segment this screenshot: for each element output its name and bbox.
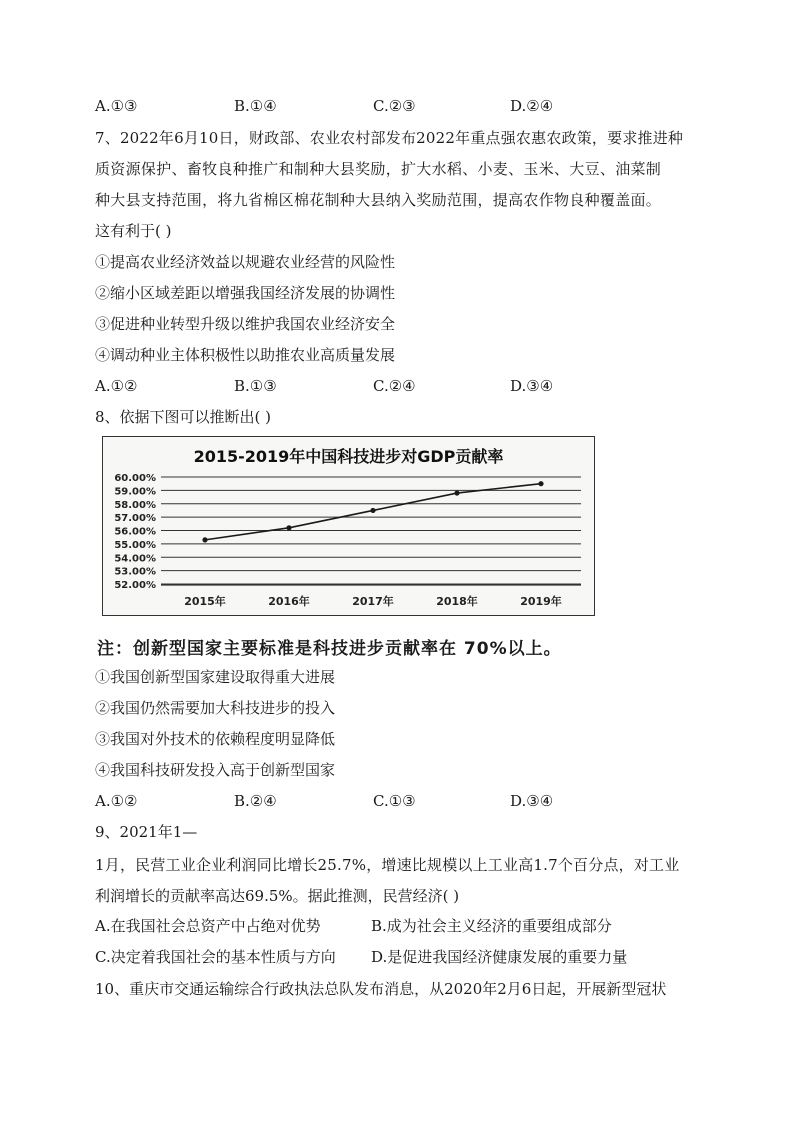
data-point bbox=[202, 537, 207, 542]
q8-options bbox=[95, 791, 695, 811]
data-point bbox=[370, 508, 375, 513]
q8-item-3: ③我国对外技术的依赖程度明显降低 bbox=[95, 730, 336, 748]
x-tick-label: 2018年 bbox=[436, 595, 478, 608]
y-tick-label: 58.00% bbox=[114, 499, 156, 511]
q8-item-2: ②我国仍然需要加大科技进步的投入 bbox=[95, 699, 336, 717]
y-tick-label: 55.00% bbox=[114, 539, 156, 551]
y-tick-label: 54.00% bbox=[114, 553, 156, 565]
q7-stem-line-3: 种大县支持范围，将九省棉区棉花制种大县纳入奖励范围，提高农作物良种覆盖面。 bbox=[95, 191, 662, 209]
y-tick-label: 57.00% bbox=[114, 513, 156, 525]
q9-stem-line-3: 利润增长的贡献率高达69.5%。据此推测，民营经济( ) bbox=[95, 887, 460, 905]
q7-options bbox=[95, 376, 695, 396]
x-tick-label: 2016年 bbox=[268, 595, 310, 608]
q6-option-b: B.①④ bbox=[234, 97, 277, 115]
y-tick-label: 60.00% bbox=[114, 473, 156, 484]
q7-option-d: D.③④ bbox=[510, 377, 554, 395]
q7-item-2: ②缩小区域差距以增强我国经济发展的协调性 bbox=[95, 284, 396, 302]
q9-option-a: A.在我国社会总资产中占绝对优势 bbox=[95, 917, 321, 935]
q8-option-a: A.①② bbox=[95, 792, 138, 810]
x-tick-label: 2019年 bbox=[520, 595, 562, 608]
chart-note: 注：创新型国家主要标准是科技进步贡献率在 70%以上。 bbox=[97, 639, 562, 659]
x-tick-label: 2017年 bbox=[352, 595, 394, 608]
q8-option-d: D.③④ bbox=[510, 792, 554, 810]
q9-stem-line-1: 9、2021年1— bbox=[95, 823, 198, 841]
q7-item-1: ①提高农业经济效益以规避农业经营的风险性 bbox=[95, 253, 396, 271]
data-point bbox=[538, 481, 543, 486]
q7-item-4: ④调动种业主体积极性以助推农业高质量发展 bbox=[95, 346, 396, 364]
q10-stem-line-1: 10、重庆市交通运输综合行政执法总队发布消息，从2020年2月6日起，开展新型冠状 bbox=[95, 980, 667, 998]
y-tick-label: 59.00% bbox=[114, 486, 156, 498]
q7-option-b: B.①③ bbox=[234, 377, 277, 395]
q8-item-1: ①我国创新型国家建设取得重大进展 bbox=[95, 668, 336, 686]
chart-image bbox=[102, 436, 595, 616]
data-point bbox=[286, 525, 291, 530]
q9-options-row-1 bbox=[95, 916, 695, 936]
q7-stem-line-4: 这有利于( ) bbox=[95, 222, 172, 240]
q8-stem: 8、依据下图可以推断出( ) bbox=[95, 408, 272, 426]
q6-options bbox=[95, 96, 695, 116]
q9-option-d: D.是促进我国经济健康发展的重要力量 bbox=[371, 948, 628, 966]
chart-title: 2015-2019年中国科技进步对GDP贡献率 bbox=[193, 447, 504, 466]
q7-option-c: C.②④ bbox=[373, 377, 416, 395]
q9-stem-line-2: 1月，民营工业企业利润同比增长25.7%，增速比规模以上工业高1.7个百分点，对工业 bbox=[95, 856, 680, 874]
q9-option-b: B.成为社会主义经济的重要组成部分 bbox=[371, 917, 612, 935]
q8-option-b: B.②④ bbox=[234, 792, 277, 810]
q6-option-a: A.①③ bbox=[95, 97, 138, 115]
q8-item-4: ④我国科技研发投入高于创新型国家 bbox=[95, 761, 336, 779]
q8-option-c: C.①③ bbox=[373, 792, 416, 810]
y-tick-label: 56.00% bbox=[114, 526, 156, 538]
y-tick-label: 52.00% bbox=[114, 580, 156, 591]
q7-item-3: ③促进种业转型升级以维护我国农业经济安全 bbox=[95, 315, 396, 333]
q7-stem-line-1: 7、2022年6月10日，财政部、农业农村部发布2022年重点强农惠农政策，要求推进种 bbox=[95, 129, 684, 147]
data-point bbox=[454, 490, 459, 495]
y-tick-label: 53.00% bbox=[114, 566, 156, 578]
q6-option-c: C.②③ bbox=[373, 97, 416, 115]
q9-option-c: C.决定着我国社会的基本性质与方向 bbox=[95, 948, 336, 966]
q6-option-d: D.②④ bbox=[510, 97, 554, 115]
q7-option-a: A.①② bbox=[95, 377, 138, 395]
q7-stem-line-2: 质资源保护、畜牧良种推广和制种大县奖励，扩大水稻、小麦、玉米、大豆、油菜制 bbox=[95, 160, 662, 178]
q9-options-row-2 bbox=[95, 947, 695, 967]
x-tick-label: 2015年 bbox=[184, 595, 226, 608]
